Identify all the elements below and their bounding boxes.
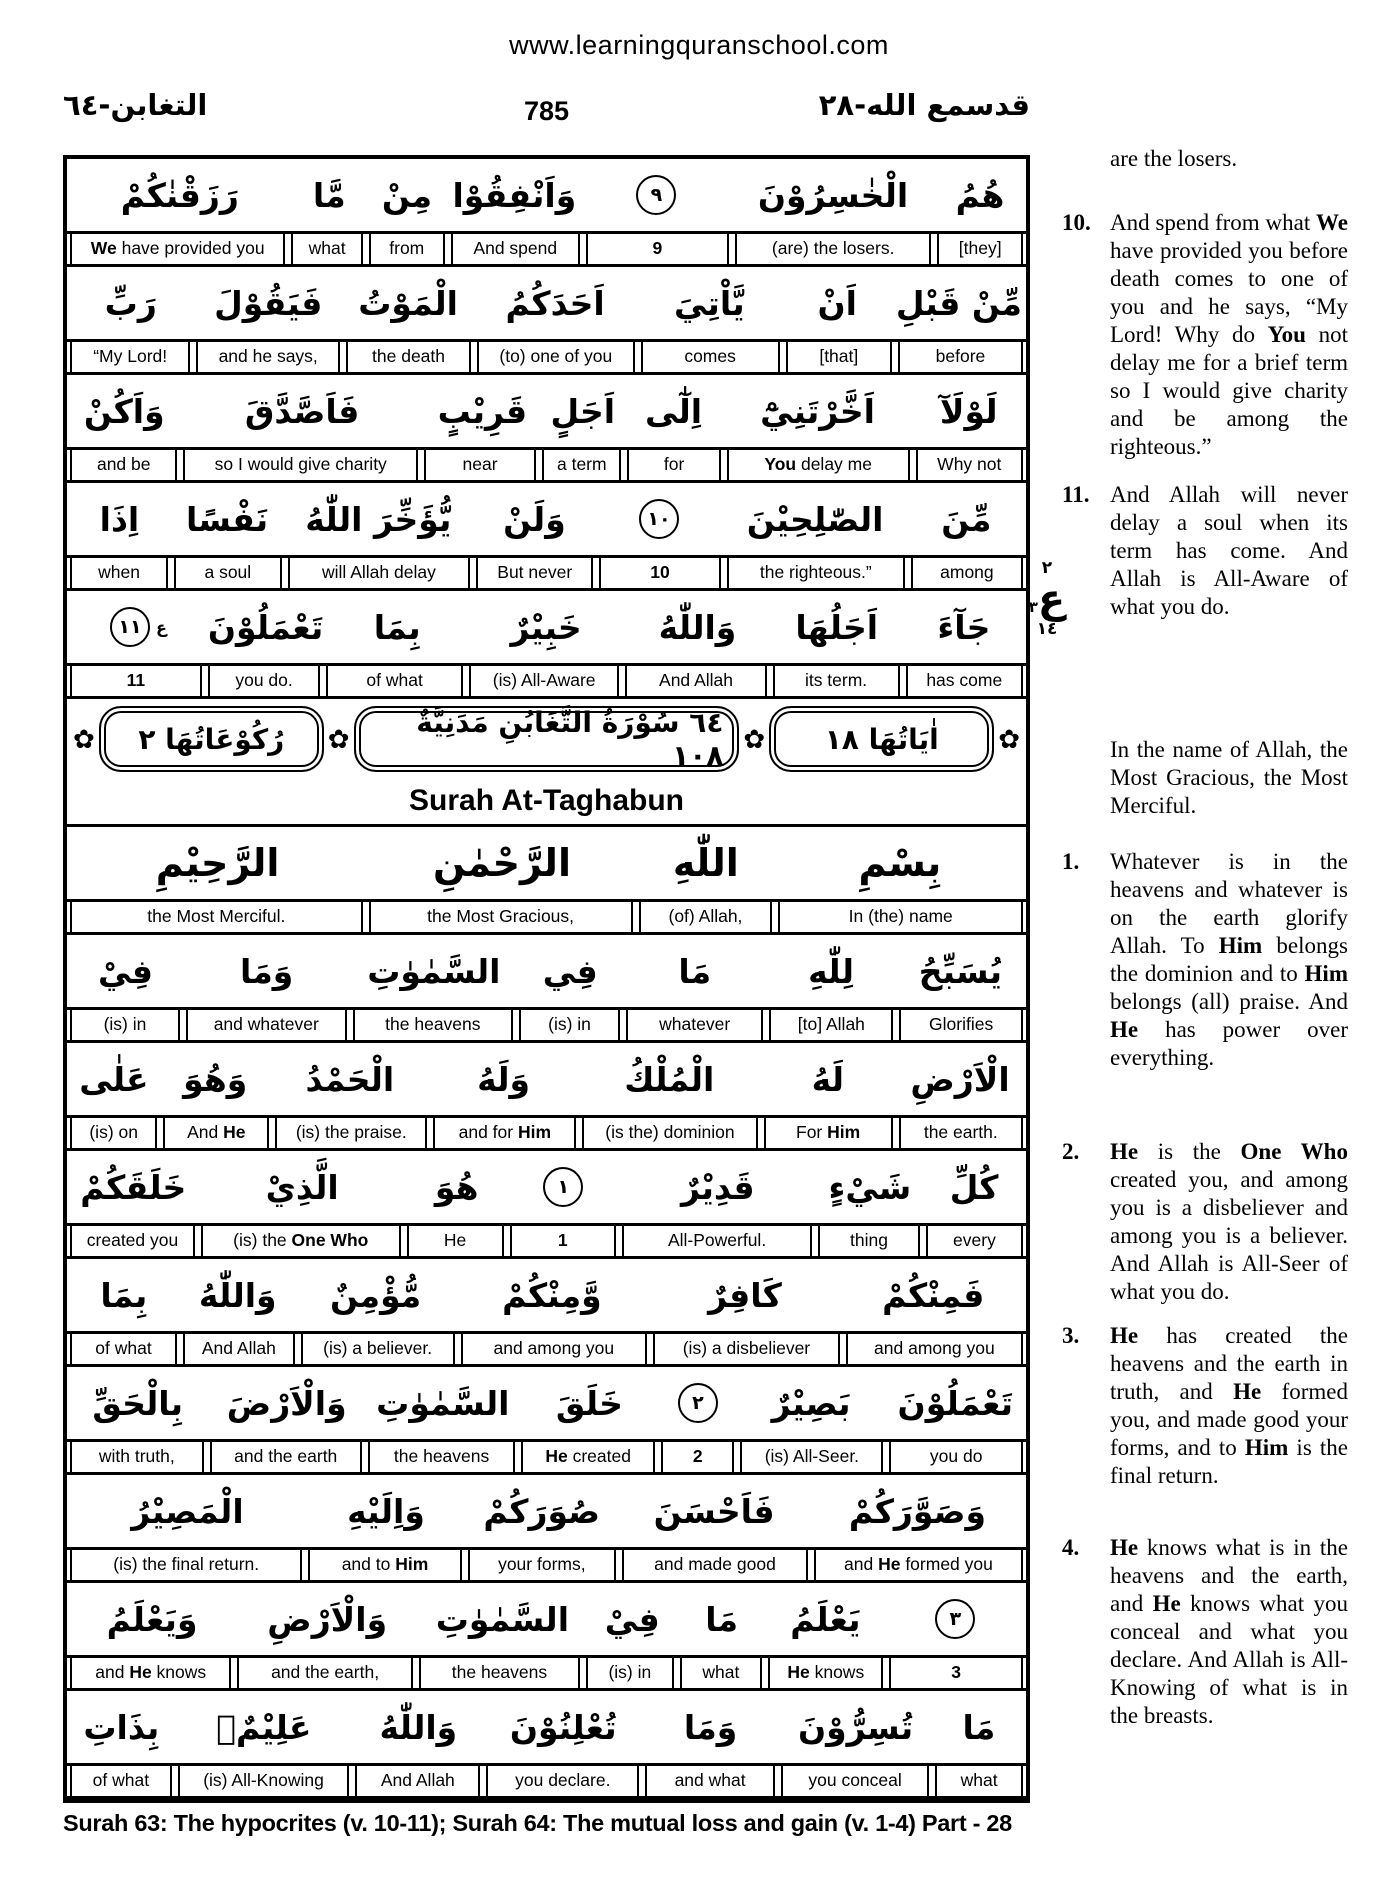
arabic-word: اَجَلٍ [550,391,616,431]
translation-cell: (to) one of you [477,342,635,372]
ruku-number-bottom: ١٤ [1036,619,1058,639]
arabic-word: وَهُوَ [183,1059,248,1099]
translation-cell: All-Powerful. [622,1226,812,1256]
arabic-word: وَاللّٰهُ [658,607,737,647]
arabic-word: الَّذِيْ [265,1167,339,1207]
arabic-word-row [67,159,1026,231]
arabic-word-row [67,935,1026,1007]
arabic-word: فَيَقُوْلَ [214,283,323,323]
translation-cell: We have provided you [70,234,285,264]
floral-ornament-icon: ✿ [327,724,350,754]
translation-cell: a term [542,450,621,480]
translation-cell: the Most Gracious, [369,902,633,932]
rukus-count-cartouche: رُكُوْعَاتُهَا ٢ [99,706,324,772]
translation-cell: And Allah [355,1766,480,1796]
translation-cell: 9 [586,234,729,264]
arabic-word: وَاَكُنْ [83,391,165,431]
ayah-end-mark: ع ١١ [71,607,202,647]
ayah-end-mark: ٣ [889,1599,1022,1639]
translation-cell: the righteous.” [727,558,905,588]
arabic-word: فَاَصَّدَّقَ [244,391,360,431]
translation-cell: whatever [626,1010,764,1040]
arabic-word: اَحَدَكُمُ [505,283,605,323]
translation-cell: (is) the final return. [70,1550,302,1580]
arabic-word: وَلَنْ [503,499,566,539]
arabic-word: مُّؤْمِنٌ [329,1275,422,1315]
arabic-word: الْمَوْتُ [358,283,458,323]
arabic-word: الرَّحْمٰنِ [432,841,571,885]
floral-ornament-icon: ✿ [73,724,95,754]
arabic-word: مِنْ [381,175,433,215]
arabic-word-row [67,483,1026,555]
verses-count-cartouche: اٰيَاتُهَا ١٨ [769,706,994,772]
translation-cell: Glorifies [899,1010,1023,1040]
translation-cell: and He formed you [814,1550,1023,1580]
translation-cell: (is) All-Knowing [178,1766,350,1796]
arabic-word: مِّنَ [941,499,992,539]
translation-cell: And Allah [183,1334,295,1364]
translation-cell: of what [326,666,462,696]
translation-paragraph [1062,1534,1348,1730]
arabic-word: وَمَا [683,1707,738,1747]
arabic-word: كُلِّ [949,1167,999,1207]
translation-cell: “My Lord! [70,342,190,372]
translation-cell: (is the) dominion [582,1118,757,1148]
translation-cell: and to Him [308,1550,461,1580]
translation-cell: thing [818,1226,920,1256]
arabic-word: بِمَا [100,1275,148,1315]
ruku-number-top: ٢ [1041,558,1053,578]
arabic-word: وَاللّٰهُ [379,1707,458,1747]
translation-cell: you declare. [486,1766,639,1796]
translation-cell: He knows [768,1658,883,1688]
translation-cell: (is) All-Aware [469,666,620,696]
arabic-word-row [67,1151,1026,1223]
translation-cell: 2 [661,1442,734,1472]
translation-cell: has come [906,666,1023,696]
translation-cell: the death [346,342,471,372]
arabic-word: الْاَرْضِ [910,1059,1010,1099]
verse-number: 3. [1062,1323,1080,1348]
arabic-word: يَعْلَمُ [790,1599,861,1639]
arabic-word: فَمِنْكُمْ [882,1275,985,1315]
translation-cell: and made good [622,1550,808,1580]
surah-name-cartouche: ٦٤ سُوْرَةُ التَّغَابُنِ مَدَنِيَّةٌ ١٠٨ [354,706,740,772]
arabic-word: مِّنْ قَبْلِ [895,283,1022,323]
arabic-word: خَبِيْرٌ [510,607,582,647]
verse-text: are the losers. [1110,146,1238,171]
arabic-word: يَّاْتِيَ [674,283,745,323]
arabic-word: هُمُ [955,175,1005,215]
translation-paragraph [1062,1138,1348,1306]
quran-word-table [63,155,1030,1803]
arabic-word: بِمَا [373,607,421,647]
arabic-word: قَدِيْرٌ [680,1167,755,1207]
translation-cell: But never [476,558,593,588]
translation-cell: created you [70,1226,195,1256]
floral-ornament-icon: ✿ [743,724,766,754]
arabic-word: السَّمٰوٰتِ [435,1599,570,1639]
translation-cell: and for Him [433,1118,576,1148]
arabic-word: وَّمِنْكُمْ [502,1275,602,1315]
translation-row [67,1007,1026,1043]
translation-paragraph [1062,848,1348,1072]
translation-paragraph [1062,736,1348,820]
translation-cell: your forms, [468,1550,617,1580]
translation-cell: (of) Allah, [639,902,773,932]
translation-cell: you do. [208,666,321,696]
arabic-word: وَلَهُ [477,1059,531,1099]
translation-row [67,1223,1026,1259]
translation-row [67,231,1026,267]
translation-cell: for [627,450,720,480]
arabic-word: رَزَقْنٰكُمْ [120,175,239,215]
translation-row [67,1115,1026,1151]
arabic-word: يُسَبِّحُ [918,951,1002,991]
translation-cell: every [926,1226,1023,1256]
arabic-word: تَعْمَلُوْنَ [207,607,324,647]
translation-cell: (is) a believer. [301,1334,455,1364]
translation-cell: before [898,342,1023,372]
translation-paragraph [1062,209,1348,461]
arabic-word-row [67,1367,1026,1439]
verse-text: In the name of Allah, the Most Gracious, the Most Merciful. [1110,737,1348,818]
translation-cell: (is) a disbeliever [653,1334,840,1364]
translation-cell: the heavens [353,1010,514,1040]
translation-cell: And Allah [625,666,766,696]
translation-cell: and the earth, [237,1658,412,1688]
arabic-word: قَرِيْبٍ [437,391,528,431]
translation-row [67,1763,1026,1799]
verse-number: 2. [1062,1139,1080,1164]
translation-cell: you do [889,1442,1023,1472]
arabic-word: وَاَنْفِقُوْا [452,175,577,215]
arabic-word: بِسْمِ [858,841,942,885]
translation-cell: And He [163,1118,269,1148]
translation-column [1062,145,1348,1730]
translation-cell: near [424,450,536,480]
arabic-word: اَجَلُهَا [795,607,879,647]
arabic-word: شَيْءٍ [828,1167,912,1207]
translation-cell: In (the) name [778,902,1023,932]
translation-cell: (is) in [586,1658,673,1688]
arabic-word: الْحَمْدُ [305,1059,395,1099]
arabic-word: مَا [705,1599,739,1639]
translation-cell: 1 [510,1226,616,1256]
arabic-word: لَهُ [811,1059,844,1099]
arabic-word: تُعْلِنُوْنَ [509,1707,617,1747]
arabic-word: صُوَرَكُمْ [483,1491,601,1531]
arabic-word-row [67,1583,1026,1655]
translation-row [67,1439,1026,1475]
translation-cell: with truth, [70,1442,204,1472]
translation-cell: among [911,558,1023,588]
arabic-word-row [67,827,1026,899]
translation-cell: will Allah delay [288,558,471,588]
arabic-word: لَوْلَآ [939,391,998,431]
translation-cell: (is) in [519,1010,620,1040]
translation-cell: You delay me [727,450,910,480]
translation-cell: 3 [889,1658,1023,1688]
arabic-word: مَا [962,1707,996,1747]
arabic-word: وَالْاَرْضَ [226,1383,347,1423]
juz-ref-right: قدسمع الله-٢٨ [818,88,1030,122]
translation-cell: and what [645,1766,775,1796]
arabic-word: وَصَوَّرَكُمْ [848,1491,987,1531]
arabic-word: وَالْاَرْضِ [267,1599,388,1639]
arabic-word: الصّٰلِحِيْنَ [746,499,884,539]
translation-paragraph [1062,481,1348,621]
arabic-word-row [67,1691,1026,1763]
translation-cell: [to] Allah [769,1010,893,1040]
arabic-word: لِلّٰهِ [808,951,855,991]
translation-cell: what [291,234,362,264]
translation-cell: its term. [773,666,900,696]
verse-number: 1. [1062,849,1080,874]
arabic-word: خَلَقَ [555,1383,623,1423]
translation-cell: the Most Merciful. [70,902,363,932]
translation-cell: comes [641,342,780,372]
arabic-word: تَعْمَلُوْنَ [897,1383,1014,1423]
page-header [63,88,1030,138]
arabic-word: الْخٰسِرُوْنَ [757,175,909,215]
ayah-end-mark: ٢ [662,1383,733,1423]
arabic-word: خَلَقَكُمْ [80,1167,187,1207]
translation-paragraph [1062,1322,1348,1490]
verse-number: 10. [1062,210,1091,235]
arabic-word-row [67,375,1026,447]
arabic-word: بِالْحَقِّ [92,1383,184,1423]
arabic-word-row [67,1043,1026,1115]
ayah-end-mark: ١٠ [599,499,720,539]
translation-cell: the heavens [419,1658,580,1688]
translation-row [67,555,1026,591]
translation-cell: and the earth [210,1442,362,1472]
arabic-word: اَنْ [817,283,857,323]
translation-cell: and whatever [186,1010,347,1040]
translation-row [67,339,1026,375]
arabic-word: وَيَعْلَمُ [106,1599,198,1639]
arabic-word: فِيْ [98,951,154,991]
arabic-word: هُوَ [434,1167,479,1207]
arabic-word: كَافِرٌ [708,1275,782,1315]
translation-cell: 10 [599,558,721,588]
floral-ornament-icon: ✿ [998,724,1021,754]
verse-number: 4. [1062,1535,1080,1560]
translation-cell: He created [521,1442,655,1472]
arabic-word: اللّٰهِ [672,841,739,885]
verse-text: He knows what is in the heavens and the earth, and He knows what you conceal and what you declare. And Allah is All-Knowing of what is in the breasts. [1110,1535,1348,1728]
translation-cell: (is) the praise. [275,1118,427,1148]
translation-cell: (is) on [70,1118,157,1148]
arabic-word-row [67,267,1026,339]
translation-cell: what [935,1766,1023,1796]
translation-cell: when [70,558,168,588]
translation-cell: (is) in [70,1010,180,1040]
arabic-word: جَآءَ [937,607,991,647]
translation-row [67,663,1026,699]
translation-cell: and among you [846,1334,1023,1364]
arabic-word: عَلٰى [79,1059,149,1099]
arabic-word-row [67,1259,1026,1331]
translation-cell: you conceal [781,1766,929,1796]
translation-paragraph [1062,145,1348,173]
translation-cell: (is) the One Who [201,1226,400,1256]
site-url: www.learningquranschool.com [509,30,889,60]
verse-text: And spend from what We have provided you before death comes to one of you and he says, “My Lord! Why do You not delay me for a brief term so I would give charity and be among the righteous.” [1110,210,1349,459]
arabic-word: الْمُلْكُ [624,1059,715,1099]
arabic-word: يُّؤَخِّرَ اللّٰهُ [305,499,452,539]
arabic-word: مَّا [312,175,346,215]
arabic-word: وَاللّٰهُ [198,1275,277,1315]
arabic-word: اِلٰٓى [644,391,703,431]
arabic-word: بَصِيْرٌ [771,1383,851,1423]
arabic-word: فِيْ [604,1599,660,1639]
arabic-word: وَمَا [239,951,294,991]
translation-cell: [that] [786,342,892,372]
page-number: 785 [523,96,570,126]
translation-cell: 11 [70,666,202,696]
translation-cell: a soul [174,558,281,588]
translation-cell: and be [70,450,177,480]
translation-cell: and he says, [196,342,340,372]
translation-cell: of what [70,1766,172,1796]
verse-number: 11. [1062,482,1090,507]
translation-cell: what [680,1658,763,1688]
arabic-word: فَاَحْسَنَ [653,1491,775,1531]
arabic-word: السَّمٰوٰتِ [367,951,501,991]
arabic-word: اِذَا [99,499,140,539]
arabic-word: رَبِّ [104,283,157,323]
translation-cell: (are) the losers. [735,234,931,264]
translation-row [67,1547,1026,1583]
verse-text: He is the One Who created you, and among you is a disbeliever and among you is a believer. And Allah is All-Seer of what you do. [1110,1139,1348,1304]
arabic-word-row [67,1475,1026,1547]
translation-cell: so I would give charity [183,450,417,480]
translation-cell: He [407,1226,504,1256]
translation-cell: and among you [461,1334,648,1364]
ayah-end-mark: ٩ [585,175,728,215]
verse-text: Whatever is in the heavens and whatever is on the earth glorify Allah. To Him belongs the dominion and to Him belongs (all) praise. And He has power over everything. [1110,849,1348,1070]
surah-ref-left: التغابن-٦٤ [63,88,208,122]
translation-row [67,447,1026,483]
arabic-word: بِذَاتِ [83,1707,160,1747]
arabic-word: تُسِرُّوْنَ [797,1707,914,1747]
surah-title: Surah At-Taghabun [67,779,1026,827]
ayah-end-mark: ١ [511,1167,616,1207]
surah-header-band [67,699,1026,779]
arabic-word: الْمَصِيْرُ [131,1491,244,1531]
ruku-ain-glyph: ع٣ [1028,576,1066,622]
translation-row [67,899,1026,935]
translation-row [67,1331,1026,1367]
translation-cell: For Him [764,1118,893,1148]
verse-text: He has created the heavens and the earth in truth, and He formed you, and made good your forms, and to Him is the final return. [1110,1323,1348,1488]
translation-cell: and He knows [70,1658,231,1688]
translation-cell: the heavens [368,1442,516,1472]
translation-cell: [they] [937,234,1023,264]
arabic-word: السَّمٰوٰتِ [376,1383,510,1423]
translation-cell: (is) All-Seer. [740,1442,883,1472]
arabic-word: الرَّحِيْمِ [155,841,280,885]
arabic-word: فِي [542,951,598,991]
translation-cell: And spend [451,234,580,264]
translation-cell: from [369,234,445,264]
footer-caption: Surah 63: The hypocrites (v. 10-11); Surah 64: The mutual loss and gain (v. 1-4) Part - 28 [63,1810,1012,1836]
verse-text: And Allah will never delay a soul when its term has come. And Allah is All-Aware of what you do. [1110,482,1348,619]
arabic-word-row [67,591,1026,663]
arabic-word: مَا [678,951,712,991]
translation-row [67,1655,1026,1691]
translation-cell: Why not [916,450,1023,480]
arabic-word: عَلِيْمٌۢ [216,1707,312,1747]
translation-cell: of what [70,1334,177,1364]
translation-cell: the earth. [899,1118,1023,1148]
arabic-word: نَفْسًا [186,499,269,539]
arabic-word: وَاِلَيْهِ [347,1491,425,1531]
arabic-word: اَخَّرْتَنِيْٓ [760,391,875,431]
